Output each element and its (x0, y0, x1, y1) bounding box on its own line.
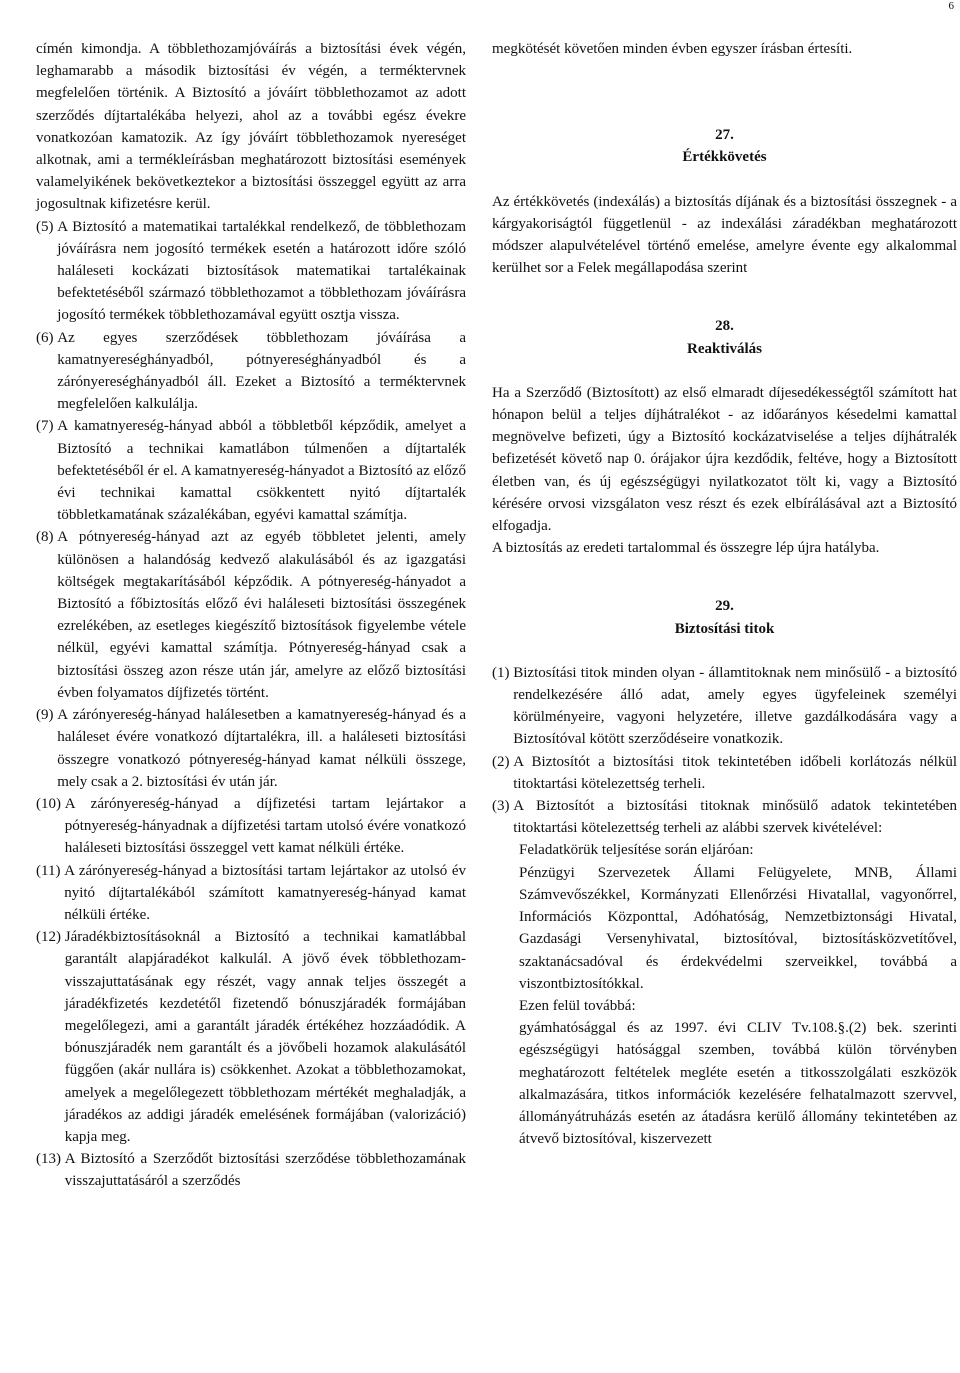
section-27-number: 27. (715, 127, 734, 144)
spacer (492, 360, 957, 382)
item-number: (1) (492, 664, 514, 681)
item-number: (13) (36, 1151, 65, 1168)
list-item-11 (36, 860, 466, 927)
section-29-sub-3: Ezen felül továbbá: (519, 997, 636, 1014)
item-text: Biztosítási titok minden olyan - államtitoknak nem minősülő - a biztosító rendelkezésére álló adat, amely egyes ügyfeleinek személyi körülményeire, vagyoni helyzetére, illetve gazdálkodására vagy a Biztosítóval kötött szerződéseire vonatkozik. (513, 664, 957, 748)
list-item-5 (36, 216, 466, 327)
section-27-text: Az értékkövetés (indexálás) a biztosítás díjának és a biztosítási összegnek - a kárgyakoriságtól függetlenül - az indexálási záradékban meghatározott módszer alapulvételével történő emelése, amelyre évente egy alkalommal kerülhet sor a Felek megállapodása szerint (492, 193, 957, 277)
section-27-title: Értékkövetés (682, 149, 767, 166)
left-intro-paragraph: címén kimondja. A többlethozamjóváírás a biztosítási évek végén, leghamarabb a második biztosítási év végén, a terméktervnek megfelelően történik. A Biztosító a jóváírt többlethozamot az adott szerződés díjtartalékába helyezi, ahol az a további egész évekre vonatkozóan kamatozik. Az így jóváírt többlethozamok nyereséget alkotnak, ami a termékleírásban meghatározott biztosítási események valamelyikének bekövetkeztekor a biztosítási összeggel együtt az arra jogosultnak kifizetésre kerül. (36, 41, 466, 213)
section-29-title: Biztosítási titok (674, 620, 775, 637)
item-text: A pótnyereség-hányad azt az egyéb többletet jelenti, amely különösen a halandóság kedvező alakulásából és az igazgatási költségek megtakarításából képződik. A pótnyereség-hányadot a Biztosító a főbiztosítás előző évi haláleseti biztosítási összegének ezrelékében, az esetleges kiegészítő biztosítások figyelembe vétele nélkül, egyévi kamattal számítja. Pótnyereség-hányad csak a biztosítási összeg azon része után jár, amelyre az előző biztosítási évben folyamatos díjfizetés történt. (57, 529, 466, 701)
section-29-item-3 (492, 795, 957, 839)
section-29-item-1 (492, 662, 957, 751)
right-column (492, 38, 957, 1150)
item-number: (10) (36, 795, 65, 812)
spacer (492, 559, 957, 595)
right-intro-paragraph: megkötését követően minden évben egyszer írásban értesíti. (492, 41, 853, 57)
item-text: A Biztosítót a biztosítási titoknak minősülő adatok tekintetében titoktartási kötelezettség terheli az alábbi szervek kivételével: (513, 798, 957, 837)
item-number: (5) (36, 218, 58, 235)
item-text: A Biztosító a Szerződőt biztosítási szerződése többlethozamának visszajuttatásáról a szerződés (64, 1151, 466, 1190)
item-number: (11) (36, 862, 65, 879)
list-item-6 (36, 327, 466, 416)
list-item-7 (36, 415, 466, 526)
item-number: (8) (36, 529, 58, 546)
spacer (492, 279, 957, 315)
item-text: A Biztosítót a biztosítási titok tekintetében időbeli korlátozás nélkül titoktartási kötelezettség terheli. (513, 753, 957, 792)
list-item-9 (36, 704, 466, 793)
spacer (492, 96, 957, 124)
list-item-13 (36, 1148, 466, 1192)
section-29-sub-4: gyámhatósággal és az 1997. évi CLIV Tv.108.§.(2) bek. szerinti egészségügyi hatósággal szemben, továbbá külön törvényben meghatározott feltételek megléte esetén a titkosszolgálati eszközök alkalmazására, titkos információk kezelésére felhatalmazott szervvel, állományátruházás esetén az átadásra kerülő állomány tekintetében az átvevő biztosítóval, kiszervezett (519, 1020, 957, 1148)
item-text: A kamatnyereség-hányad abból a többletből képződik, amelyet a Biztosító a technikai kamatlábon túlmenően a díjtartalék befektetéséből ér el. A kamatnyereség-hányadot a Biztosító az előző évi technikai kamattal csökkentett nyitó díjtartalék többletkamatának százalékában, egyévi kamattal számítja. (57, 418, 466, 524)
section-28-number: 28. (715, 318, 734, 335)
item-text: A zárónyereség-hányad a díjfizetési tartam lejártakor a pótnyereség-hányadnak a díjfizetési tartam utolsó évére vonatkozó haláleseti biztosítási összeggel vett kamat nélküli értéke. (64, 795, 466, 857)
item-text: Járadékbiztosításoknál a Biztosító a technikai kamatlábbal garantált alapjáradékot kalkulál. A jövő évek többlethozam-visszajuttatásának egy részét, vagy annak teljes összegét a járadékfizetés kezdetétől fizetendő bónuszjáradék formájában megelőlegezi, ami a garantált járadék értékéhez hozzáadódik. A bónuszjáradék nem garantált és a jövőbeli hozamok alakulásától függően (akár nullára is) csökkenhet. Azokat a többlethozamokat, amelyek a megelőlegezett többlethozam mértékét meghaladják, a járadékos az addigi járadék emelésének formájában (valorizáció) kapja meg. (64, 929, 466, 1145)
section-28-text-2: A biztosítás az eredeti tartalommal és összegre lép újra hatályba. (492, 540, 880, 557)
section-28-title: Reaktiválás (687, 340, 762, 357)
left-column (36, 38, 466, 1193)
item-number: (2) (492, 753, 514, 770)
item-number: (3) (492, 798, 514, 815)
item-text: A Biztosító a matematikai tartalékkal rendelkező, de többlethozam jóváírásra nem jogosító termékek esetén a határozott időre szóló haláleseti kockázati biztosítások matematikai tartalékainak befektetéséből származó többlethozamot a többlethozam jóváírásra jogosító termékek többlethozamával együtt osztja vissza. (57, 218, 466, 324)
item-number: (12) (36, 929, 65, 946)
list-item-8 (36, 526, 466, 704)
section-29-item-2 (492, 751, 957, 795)
item-text: A zárónyereség-hányad a biztosítási tartam lejártakor az utolsó év nyitó díjtartalékából számított kamatnyereség-hányad kamat nélküli értéke. (64, 862, 466, 923)
section-29-number: 29. (715, 598, 734, 615)
item-text: A zárónyereség-hányad halálesetben a kamatnyereség-hányad és a haláleset évére vonatkozó díjtartalékra, ill. a haláleseti biztosítási összegre vonatkozó pótnyereség-hányad kamat nélküli összege, mely csak a 2. biztosítási év után jár. (57, 707, 466, 790)
spacer (492, 60, 957, 96)
section-29-sub-1: Feladatkörük teljesítése során eljáróan: (519, 842, 754, 859)
item-number: (7) (36, 418, 58, 435)
spacer (492, 169, 957, 191)
list-item-12 (36, 926, 466, 1148)
item-number: (6) (36, 329, 58, 346)
list-item-10 (36, 793, 466, 860)
section-28-text: Ha a Szerződő (Biztosított) az első elmaradt díjesedékességtől számított hat hónapon belül a teljes díjhátralékot - az időarányos késedelmi kamattal megnövelve befizeti, úgy a Biztosító kockázatviselése a teljes díjhátralék befizetését követő nap 0. órájakor újra kezdődik, feltéve, hogy a Biztosított életben van, és új egészségügyi nyilatkozatot tölt ki, vagy a Biztosító kérésére orvosi vizsgálaton vesz részt és ezek elbírálásával azt a Biztosító elfogadja. (492, 384, 957, 535)
item-text: Az egyes szerződések többlethozam jóváírása a kamatnyereséghányadból, pótnyereséghányadból és a zárónyereséghányadból áll. Ezeket a Biztosító a terméktervnek megfelelően kalkulálja. (57, 329, 466, 413)
page-number: 6 (948, 0, 954, 12)
item-number: (9) (36, 707, 58, 724)
spacer (492, 640, 957, 662)
section-29-sub-2: Pénzügyi Szervezetek Állami Felügyelete, MNB, Állami Számvevőszékkel, Kormányzati Ellenőrzési Hivatallal, vagyonőrrel, Információs Központtal, Adóhatóság, Nemzetbiztonsági Hivatal, Gazdasági Versenyhivatal, biztosítóval, biztosításközvetítővel, szaktanácsadóval és érdekvédelmi szerveikkel, továbbá a viszontbiztosítókkal. (519, 864, 957, 992)
